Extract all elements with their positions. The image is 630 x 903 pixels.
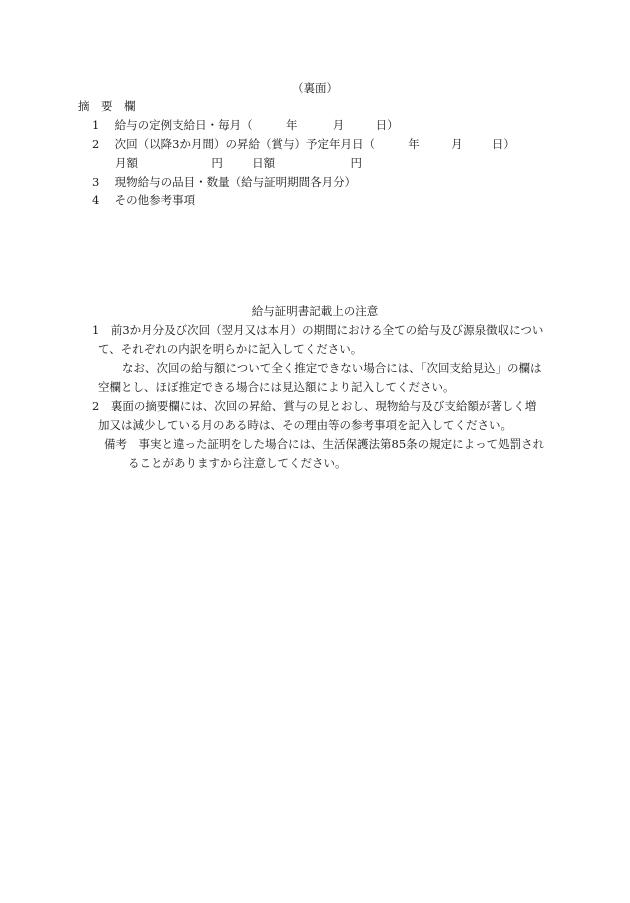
note-1-line-1: 1 前3か月分及び次回（翌月又は本月）の期間における全ての給与及び源泉徴収につい [92, 323, 544, 337]
summary-item-text: 現物給与の品目・数量（給与証明期間各月分） [114, 175, 357, 189]
summary-item-text: 次回（以降3か月間）の昇給（賞与）予定年月日（ [114, 137, 375, 151]
summary-item-number: 4 [92, 193, 100, 207]
year-label: 年 [408, 137, 420, 151]
note-2-line-1: 2 裏面の摘要欄には、次回の昇給、賞与の見とおし、現物給与及び支給額が著しく増 [92, 399, 537, 413]
note-1-line-2: て、それぞれの内訳を明らかに記入してください。 [98, 342, 363, 356]
summary-item-1 [92, 118, 399, 132]
day-label: 日） [491, 137, 515, 151]
remark-line-1: 備考 事実と違った証明をした場合には、生活保護法第85条の規定によって処罰され [104, 437, 545, 451]
reverse-side-label: （裏面） [292, 81, 338, 95]
remark-line-2: ることがありますから注意してください。 [128, 456, 347, 470]
monthly-amount-label: 月額 [115, 156, 138, 170]
summary-item-number: 3 [92, 175, 100, 189]
yen-label: 円 [211, 156, 223, 170]
summary-item-number: 1 [92, 118, 100, 132]
note-2-line-2: 加又は減少している月のある時は、その理由等の参考事項を記入してください。 [98, 418, 512, 432]
summary-heading: 摘 要 欄 [78, 99, 136, 113]
notes-heading: 給与証明書記載上の注意 [251, 304, 379, 318]
yen-label: 円 [350, 156, 362, 170]
summary-item-4 [92, 193, 195, 207]
summary-item-3 [92, 175, 356, 189]
daily-amount-label: 日額 [252, 156, 276, 170]
summary-item-2 [92, 137, 515, 151]
salary-amount-line [115, 156, 362, 170]
month-label: 月 [332, 118, 345, 132]
note-1-line-4: 空欄とし、ほぼ推定できる場合には見込額により記入してください。 [98, 380, 455, 394]
month-label: 月 [451, 137, 463, 151]
day-label: 日） [375, 118, 399, 132]
summary-item-text: 給与の定例支給日・毎月（ [114, 118, 253, 132]
note-1-line-3: なお、次回の給与額について全く推定できない場合には、「次回支給見込」の欄は [122, 361, 542, 375]
summary-item-number: 2 [92, 137, 100, 151]
year-label: 年 [285, 118, 298, 132]
summary-item-text: その他参考事項 [114, 193, 196, 207]
